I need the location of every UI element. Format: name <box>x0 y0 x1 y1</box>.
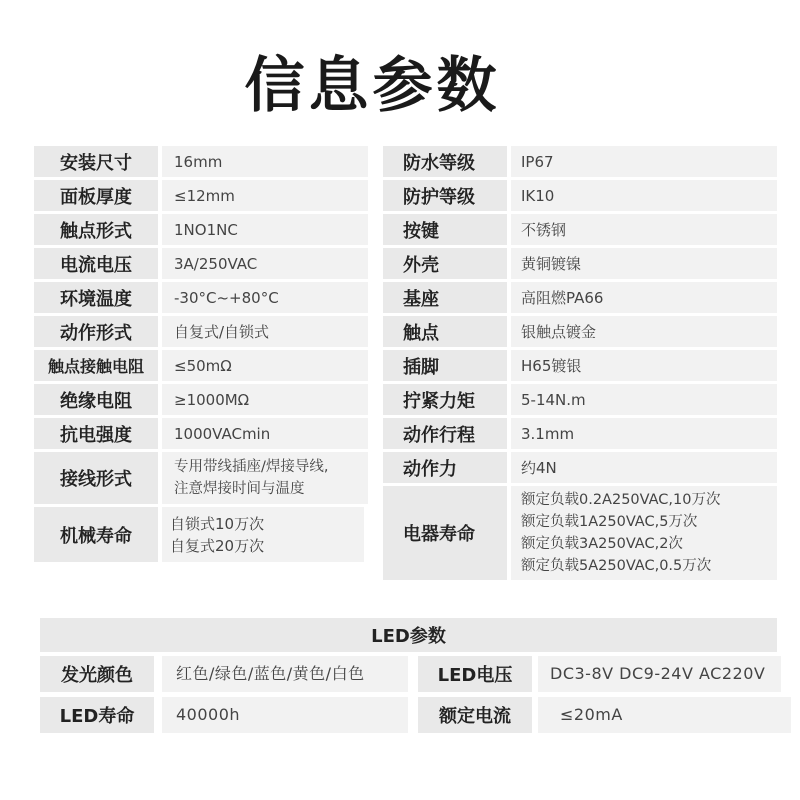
spec-value: 专用带线插座/焊接导线, 注意焊接时间与温度 <box>162 452 368 504</box>
spec-row <box>34 418 368 449</box>
spec-row <box>34 146 368 177</box>
led-voltage-label: LED电压 <box>418 656 532 692</box>
spec-label: 面板厚度 <box>34 180 158 211</box>
spec-value: IP67 <box>511 146 777 177</box>
led-color-label: 发光颜色 <box>40 656 154 692</box>
spec-label: 绝缘电阻 <box>34 384 158 415</box>
spec-label: 动作行程 <box>383 418 507 449</box>
spec-row <box>383 214 777 245</box>
spec-value: 3.1mm <box>511 418 777 449</box>
spec-row <box>34 384 368 415</box>
spec-label: 电器寿命 <box>383 486 507 580</box>
spec-row <box>383 452 777 483</box>
spec-value: 黄铜镀镍 <box>511 248 777 279</box>
spec-value: 16mm <box>162 146 368 177</box>
spec-label: 安装尺寸 <box>34 146 158 177</box>
spec-row <box>383 248 777 279</box>
spec-row <box>34 282 368 313</box>
spec-label: 防护等级 <box>383 180 507 211</box>
left-spec-table <box>34 146 368 565</box>
spec-row <box>383 418 777 449</box>
spec-value: 额定负载0.2A250VAC,10万次 额定负载1A250VAC,5万次 额定负载3A250VAC,2次 额定负载5A250VAC,0.5万次 <box>511 486 777 580</box>
spec-row <box>34 180 368 211</box>
led-current-value: ≤20mA <box>538 697 791 733</box>
right-spec-table <box>383 146 777 583</box>
spec-row <box>383 384 777 415</box>
spec-label: 环境温度 <box>34 282 158 313</box>
spec-row <box>34 214 368 245</box>
spec-value: ≥1000MΩ <box>162 384 368 415</box>
spec-row <box>383 146 777 177</box>
led-color-value: 红色/绿色/蓝色/黄色/白色 <box>162 656 408 692</box>
spec-label: 插脚 <box>383 350 507 381</box>
page-title: 信息参数 <box>244 51 501 121</box>
spec-label: 外壳 <box>383 248 507 279</box>
spec-label: 接线形式 <box>34 452 158 504</box>
led-row-current <box>418 697 791 733</box>
spec-value: 5-14N.m <box>511 384 777 415</box>
spec-value: IK10 <box>511 180 777 211</box>
spec-row <box>383 350 777 381</box>
spec-label: 电流电压 <box>34 248 158 279</box>
spec-value: 银触点镀金 <box>511 316 777 347</box>
led-row-life <box>40 697 408 733</box>
spec-row <box>34 316 368 347</box>
spec-row <box>34 248 368 279</box>
spec-value: -30°C~+80°C <box>162 282 368 313</box>
spec-label: 抗电强度 <box>34 418 158 449</box>
led-row-voltage <box>418 656 781 692</box>
spec-value: 高阻燃PA66 <box>511 282 777 313</box>
spec-value: 自锁式10万次 自复式20万次 <box>162 507 364 562</box>
spec-row <box>34 507 368 562</box>
spec-label: 机械寿命 <box>34 507 158 562</box>
spec-label: 触点接触电阻 <box>34 350 158 381</box>
spec-row <box>383 282 777 313</box>
led-life-value: 40000h <box>162 697 408 733</box>
led-life-label: LED寿命 <box>40 697 154 733</box>
spec-row <box>34 452 368 504</box>
spec-row <box>383 180 777 211</box>
spec-value: 不锈钢 <box>511 214 777 245</box>
spec-label: 拧紧力矩 <box>383 384 507 415</box>
spec-row <box>383 316 777 347</box>
spec-label: 动作力 <box>383 452 507 483</box>
spec-value: 3A/250VAC <box>162 248 368 279</box>
led-section-title: LED参数 <box>40 618 777 652</box>
led-voltage-value: DC3-8V DC9-24V AC220V <box>538 656 781 692</box>
spec-value: 自复式/自锁式 <box>162 316 368 347</box>
spec-label: 按键 <box>383 214 507 245</box>
spec-value: 约4N <box>511 452 777 483</box>
spec-value: ≤12mm <box>162 180 368 211</box>
spec-label: 基座 <box>383 282 507 313</box>
spec-value: H65镀银 <box>511 350 777 381</box>
spec-label: 防水等级 <box>383 146 507 177</box>
spec-label: 触点形式 <box>34 214 158 245</box>
spec-label: 触点 <box>383 316 507 347</box>
spec-value: 1NO1NC <box>162 214 368 245</box>
spec-value: ≤50mΩ <box>162 350 368 381</box>
spec-row <box>34 350 368 381</box>
spec-value: 1000VACmin <box>162 418 368 449</box>
spec-row <box>383 486 777 580</box>
spec-label: 动作形式 <box>34 316 158 347</box>
led-row-color <box>40 656 408 692</box>
led-current-label: 额定电流 <box>418 697 532 733</box>
